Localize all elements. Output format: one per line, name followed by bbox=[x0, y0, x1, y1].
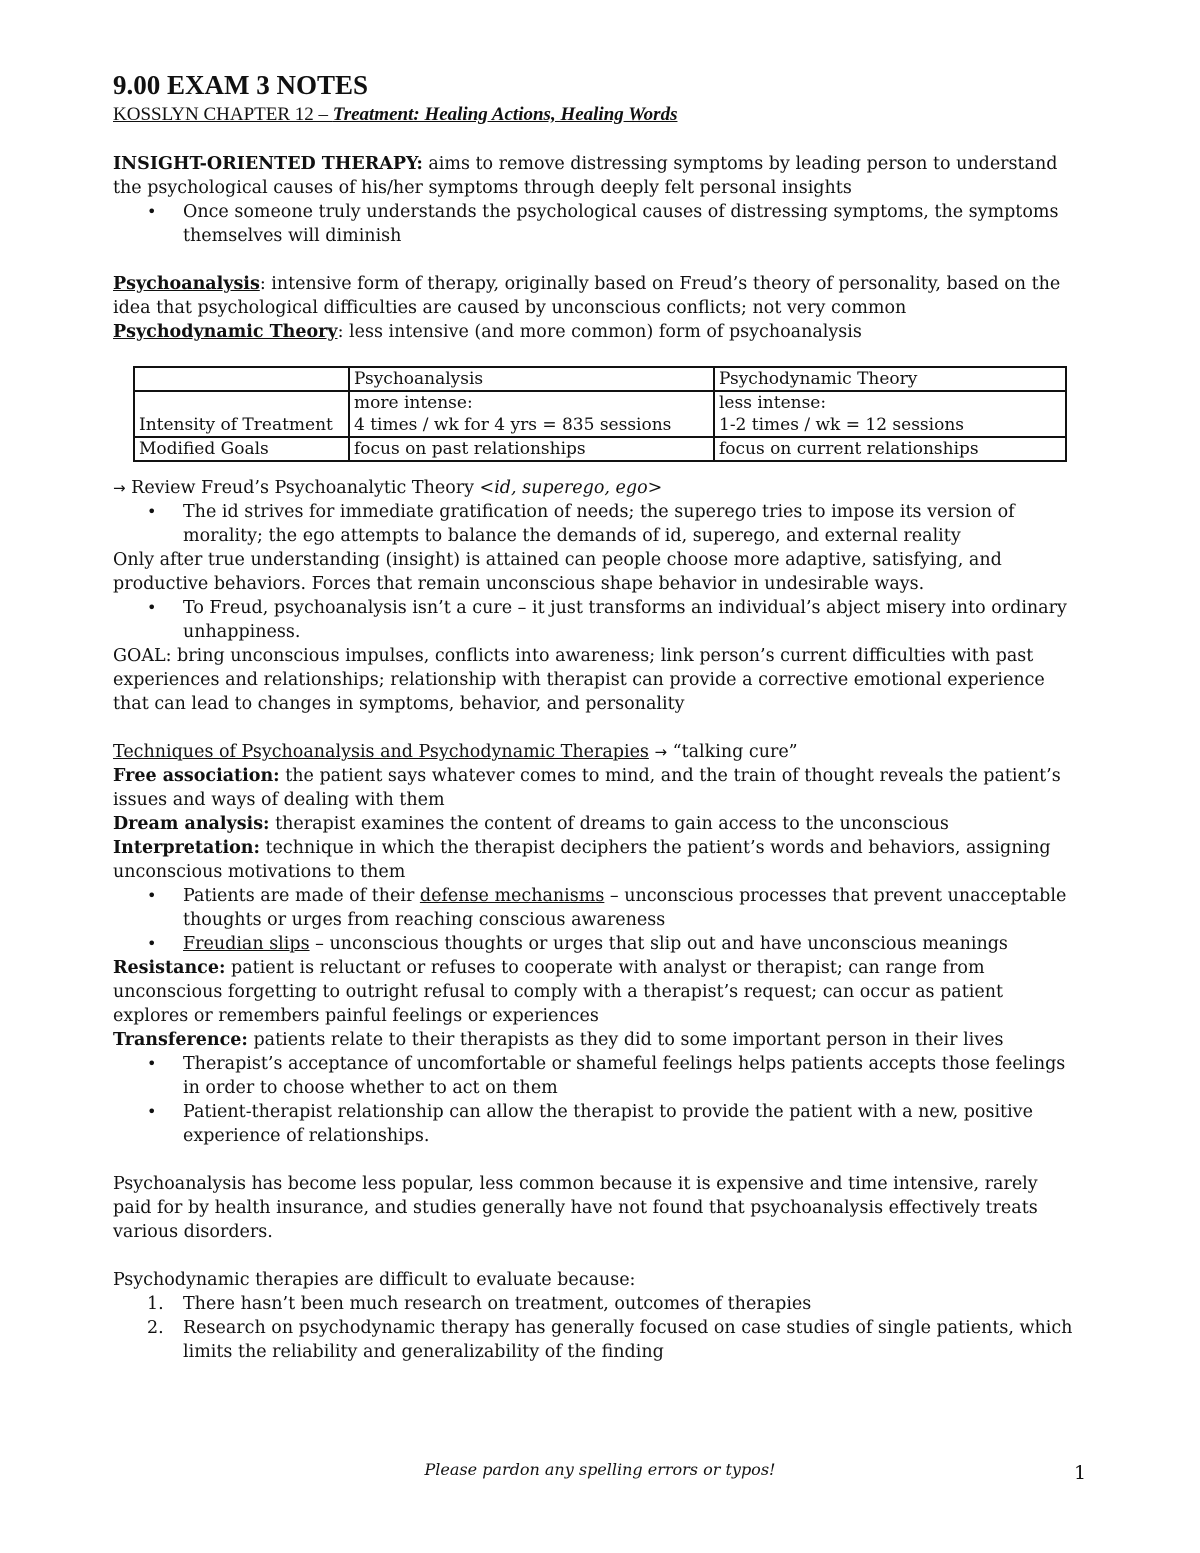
cell-line: more intense: bbox=[354, 393, 473, 413]
table-row-label: Modified Goals bbox=[134, 437, 349, 461]
cell-line: 4 times / wk for 4 yrs = 835 sessions bbox=[354, 415, 672, 435]
free-association-term: Free association: bbox=[113, 766, 280, 786]
psychoanalysis-definition bbox=[113, 272, 1073, 320]
evaluate-list bbox=[113, 1292, 1073, 1364]
goal-paragraph: GOAL: bring unconscious impulses, conflicts into awareness; link person’s current difficulties with past experiences and relationships; relationship with therapist can provide a corrective emotional experience that can lead to changes in symptoms, behavior, and personality bbox=[113, 646, 1045, 714]
table-header-cell bbox=[134, 367, 349, 391]
free-association bbox=[113, 764, 1073, 812]
dream-analysis-term: Dream analysis: bbox=[113, 814, 270, 834]
table-cell bbox=[349, 391, 714, 437]
interpretation-term: Interpretation: bbox=[113, 838, 260, 858]
dream-analysis-def: therapist examines the content of dreams to gain access to the unconscious bbox=[269, 814, 949, 834]
comparison-table bbox=[133, 366, 1067, 462]
psychodynamic-def: : less intensive (and more common) form of psychoanalysis bbox=[337, 322, 862, 342]
interpretation bbox=[113, 836, 1073, 884]
freud-bullets bbox=[113, 500, 1073, 548]
psychodynamic-term: Psychodynamic Theory bbox=[113, 322, 338, 342]
table-cell: focus on past relationships bbox=[349, 437, 714, 461]
list-item: • To Freud, psychoanalysis isn’t a cure – it just transforms an individual’s abject misery into ordinary unhappiness. bbox=[113, 596, 1073, 644]
table-header-cell: Psychoanalysis bbox=[349, 367, 714, 391]
cell-line: less intense: bbox=[719, 393, 827, 413]
list-item: • Therapist’s acceptance of uncomfortable or shameful feelings helps patients accepts those feelings in order to choose whether to act on them bbox=[113, 1052, 1073, 1100]
insight-definition bbox=[113, 152, 1073, 200]
list-number: 2. bbox=[147, 1318, 164, 1338]
resistance bbox=[113, 956, 1073, 1028]
freud-review-terms: <id, superego, ego> bbox=[479, 478, 663, 498]
bullet-text: – unconscious processes that prevent unacceptable thoughts or urges from reaching conscious awareness bbox=[183, 886, 1067, 930]
transference-term: Transference: bbox=[113, 1030, 248, 1050]
transference-def: patients relate to their therapists as they did to some important person in their lives bbox=[247, 1030, 1004, 1050]
footer-note: Please pardon any spelling errors or typos! bbox=[424, 1460, 776, 1479]
arrow-right-icon: → bbox=[113, 479, 126, 497]
insight-bullets bbox=[113, 200, 1073, 248]
psychoanalysis-def: : intensive form of therapy, originally based on Freud’s theory of personality, based on the idea that psychological difficulties are caused by unconscious conflicts; not very common bbox=[113, 274, 1061, 318]
interpretation-bullets bbox=[113, 884, 1073, 956]
freudian-slips-term: Freudian slips bbox=[183, 934, 310, 954]
bullet-text: Patients are made of their bbox=[183, 886, 420, 906]
transference-bullets bbox=[113, 1052, 1073, 1148]
freud-bullets-2 bbox=[113, 596, 1073, 644]
cell-line: 1-2 times / wk = 12 sessions bbox=[719, 415, 965, 435]
table-row-label: Intensity of Treatment bbox=[134, 391, 349, 437]
chapter-prefix: KOSSLYN CHAPTER 12 – bbox=[113, 104, 333, 125]
table-row bbox=[134, 391, 1066, 437]
table-cell: focus on current relationships bbox=[714, 437, 1066, 461]
freud-review bbox=[113, 476, 1073, 500]
popularity-paragraph: Psychoanalysis has become less popular, less common because it is expensive and time intensive, rarely paid for by health insurance, and studies generally have not found that psychoanalysis effectively treats various disorders. bbox=[113, 1174, 1038, 1242]
page-title: 9.00 EXAM 3 NOTES bbox=[113, 70, 369, 100]
freud-review-text: Review Freud’s Psychoanalytic Theory bbox=[125, 478, 480, 498]
list-item bbox=[113, 932, 1073, 956]
chapter-heading bbox=[113, 102, 1073, 128]
page-number: 1 bbox=[1074, 1462, 1087, 1484]
psychoanalysis-term: Psychoanalysis bbox=[113, 274, 260, 294]
list-text: Research on psychodynamic therapy has generally focused on case studies of single patients, which limits the reliability and generalizability of the finding bbox=[183, 1318, 1073, 1362]
free-association-def: the patient says whatever comes to mind, and the train of thought reveals the patient’s issues and ways of dealing with them bbox=[113, 766, 1061, 810]
list-text: There hasn’t been much research on treatment, outcomes of therapies bbox=[183, 1294, 812, 1314]
transference bbox=[113, 1028, 1073, 1052]
techniques-heading bbox=[113, 740, 1073, 764]
techniques-heading-text: Techniques of Psychoanalysis and Psychodynamic Therapies bbox=[113, 742, 649, 762]
list-item bbox=[113, 884, 1073, 932]
psychodynamic-definition bbox=[113, 320, 1073, 344]
evaluate-intro: Psychodynamic therapies are difficult to evaluate because: bbox=[113, 1270, 636, 1290]
resistance-def: patient is reluctant or refuses to cooperate with analyst or therapist; can range from unconscious forgetting to outright refusal to comply with a therapist’s request; can occur as patient explores or remembers painful feelings or experiences bbox=[113, 958, 1004, 1026]
defense-mechanisms-term: defense mechanisms bbox=[419, 886, 605, 906]
table-cell bbox=[714, 391, 1066, 437]
list-item: • The id strives for immediate gratification of needs; the superego tries to impose its version of morality; the ego attempts to balance the demands of id, superego, and external reality bbox=[113, 500, 1073, 548]
resistance-term: Resistance: bbox=[113, 958, 226, 978]
insight-def: aims to remove distressing symptoms by leading person to understand the psychological causes of his/her symptoms through deeply felt personal insights bbox=[113, 154, 1058, 198]
list-item bbox=[113, 1292, 1073, 1316]
talking-cure-label: “talking cure” bbox=[667, 742, 798, 762]
bullet-text: – unconscious thoughts or urges that slip out and have unconscious meanings bbox=[309, 934, 1008, 954]
table-header-cell: Psychodynamic Theory bbox=[714, 367, 1066, 391]
dream-analysis bbox=[113, 812, 1073, 836]
interpretation-def: technique in which the therapist deciphers the patient’s words and behaviors, assigning unconscious motivations to them bbox=[113, 838, 1051, 882]
list-number: 1. bbox=[147, 1294, 164, 1314]
document-page bbox=[113, 68, 1073, 1364]
list-item: • Patient-therapist relationship can allow the therapist to provide the patient with a new, positive experience of relationships. bbox=[113, 1100, 1073, 1148]
freud-paragraph: Only after true understanding (insight) is attained can people choose more adaptive, satisfying, and productive behaviors. Forces that remain unconscious shape behavior in undesirable ways. bbox=[113, 550, 1002, 594]
table-header-row bbox=[134, 367, 1066, 391]
list-item: • Once someone truly understands the psychological causes of distressing symptoms, the symptoms themselves will diminish bbox=[113, 200, 1073, 248]
insight-term: INSIGHT-ORIENTED THERAPY: bbox=[113, 154, 423, 174]
list-item bbox=[113, 1316, 1073, 1364]
chapter-subtitle: Treatment: Healing Actions, Healing Words bbox=[332, 104, 678, 125]
table-row bbox=[134, 437, 1066, 461]
arrow-right-icon: → bbox=[654, 743, 668, 761]
